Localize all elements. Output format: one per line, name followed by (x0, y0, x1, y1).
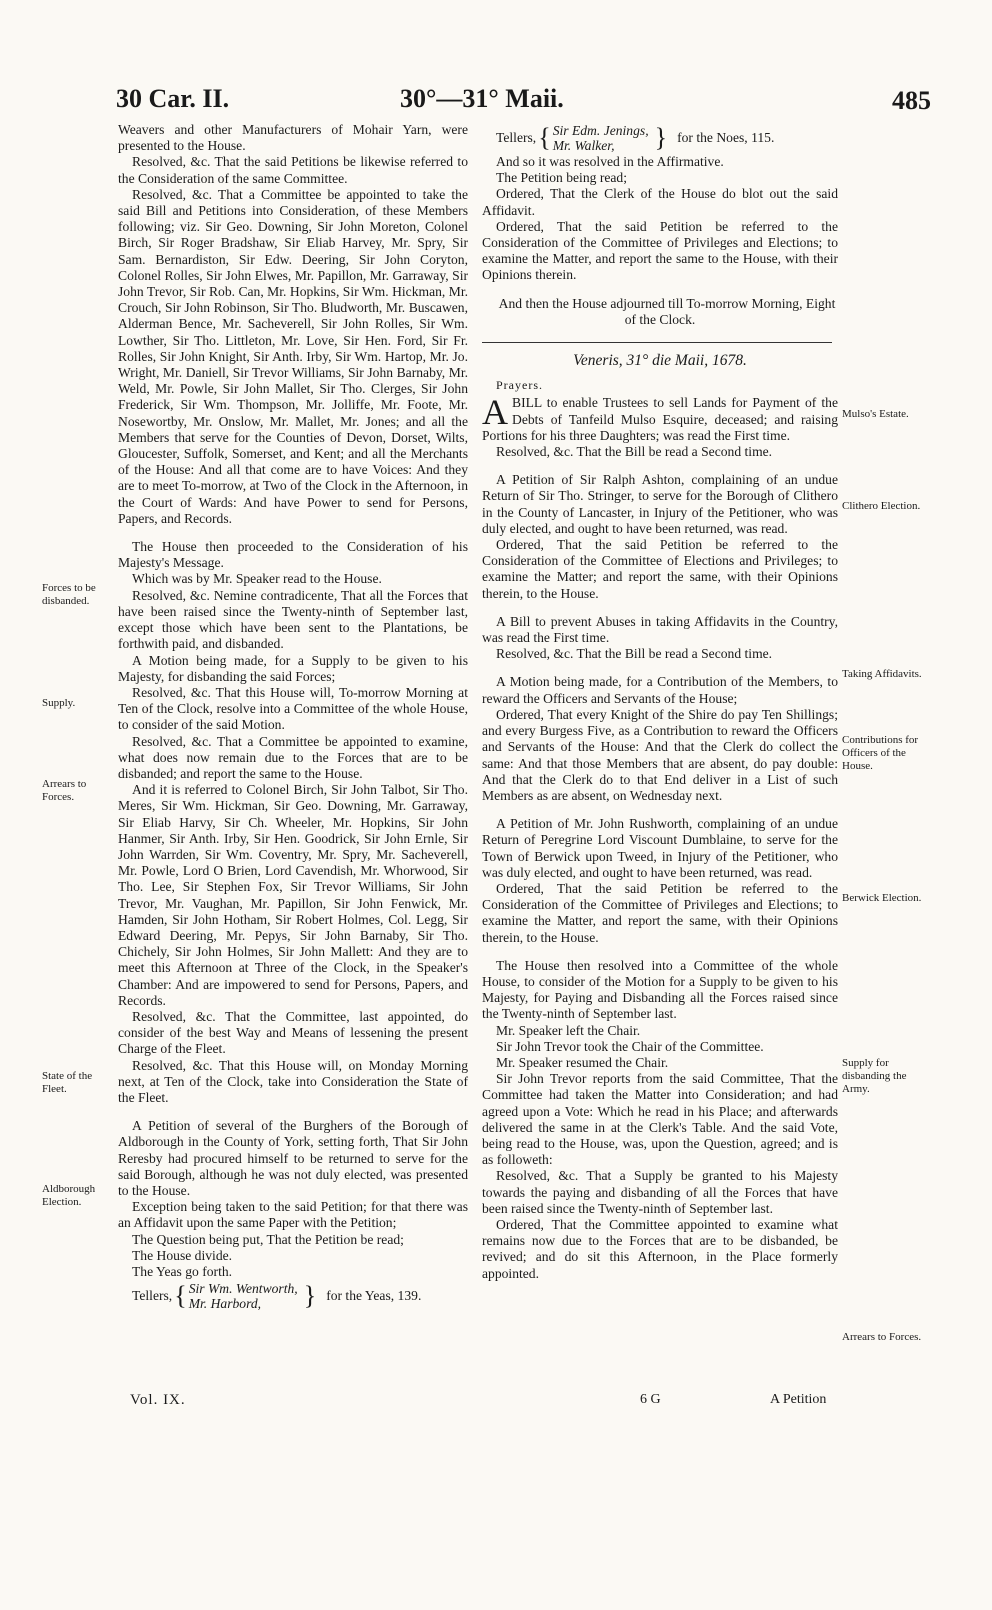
paragraph: A Petition of Mr. John Rushworth, complaining of an undue Return of Peregrine Lord Viscount Dumblaine, to serve for the Town of Berwick upon Tweed, in Injury of the Petitioner, who was duly elected, and ought to have been returned, was read. (482, 816, 838, 880)
margin-note: State of the Fleet. (42, 1070, 93, 1095)
right-column (482, 122, 838, 1282)
margin-note: Clithero Election. (842, 500, 921, 512)
teller-names (553, 123, 649, 153)
paragraph: ABILL to enable Trustees to sell Lands for Payment of the Debts of Tanfeild Mulso Esquire, deceased; and raising Portions for his three Daughters; was read the First time. (482, 392, 838, 443)
paragraph: The Yeas go forth. (132, 1264, 233, 1280)
vote-result: for the Yeas, 139. (326, 1288, 422, 1304)
margin-note: Arrears to Forces. (42, 778, 87, 803)
paragraph: Resolved, &c. Nemine contradicente, That all the Forces that have been raised since the Twenty-ninth of September last, except those which have been sent to the Plantations, be forthwith paid, and disbanded. (118, 587, 468, 652)
paragraph: Which was by Mr. Speaker read to the House. (132, 571, 382, 587)
paragraph: A Motion being made, for a Contribution of the Members, to reward the Officers and Servants of the House; (482, 674, 838, 706)
paragraph: Resolved, &c. That this House will, To-morrow Morning at Ten of the Clock, resolve into a Committee of the whole House, to consider of the said Motion. (118, 684, 468, 733)
paragraph: Ordered, That the said Petition be referred to the Consideration of the Committee of Elections and Privileges; to examine the Matter; and report the same, with their Opinions therein, to the House. (482, 537, 838, 601)
margin-note: Aldborough Election. (42, 1183, 96, 1208)
paragraph: And it is referred to Colonel Birch, Sir John Talbot, Sir Tho. Meres, Sir Wm. Hickman, Sir Geo. Downing, Mr. Garraway, Sir Eliab Harvy, Sir Ch. Wheeler, Mr. Hopkins, Sir John Hanmer, Sir Anth. Irby, Sir Hen. Goodrick, Sir John Ernle, Sir John Warrden, Sir Wm. Coventry, Mr. Spry, Mr. Sacheverell, Mr. Powle, Lord O Brien, Lord Cavendish, Mr. Whorwood, Sir Tho. Lee, Sir Stephen Fox, Sir Trevor Williams, Sir John Trevor, Mr. Vaughan, Mr. Papillon, Sir John Fenwick, Mr. Hamden, Sir John Hotham, Sir Robert Holmes, Col. Legg, Sir Edward Deering, Mr. Pepys, Sir John Barnaby, Sir Tho. Chichely, Sir John Holmes, Sir John Mallett: And they are to meet this Afternoon at Three of the Clock, in the Speaker's Chamber: And are impowered to send for Persons, Papers, and Records. (118, 782, 468, 1008)
paragraph: Resolved, &c. That a Committee be appointed to take the said Bill and Petitions into Consideration, of these Members following; viz. Sir Geo. Downing, Sir John Moreton, Colonel Birch, Sir Roger Bradshaw, Sir Eliab Harvey, Mr. Spry, Sir Sam. Bernardiston, Sir Edw. Deering, Sir John Coryton, Colonel Rolles, Sir John Elwes, Mr. Papillon, Mr. Garraway, Sir John Trevor, Sir Rob. Can, Mr. Hopkins, Sir Wm. Hickman, Mr. Crouch, Sir John Robinson, Sir Tho. Bludworth, Mr. Buscawen, Alderman Bence, Mr. Sacheverell, Sir John Rolles, Sir Wm. Lowther, Sir Tho. Littleton, Mr. Love, Sir Hen. Ford, Sir Fr. Rolles, Sir John Knight, Sir Anth. Irby, Sir Wm. Hartop, Mr. Jo. Wright, Mr. Daniell, Sir Trevor Williams, Sir John Barnaby, Mr. Weld, Mr. Powle, Sir John Mallet, Sir Tho. Clerges, Sir John Frederick, Sir Wm. Thompson, Mr. Jolliffe, Mr. Foote, Mr. Nosewortby, Mr. Onslow, Mr. Mallet, Mr. Jones; and all the Members that serve for the Counties of Devon, Dorset, Wilts, Gloucester, Suffolk, Somerset, and Kent; and all the Merchants of the House: And all that come are to have Voices: And they are to meet To-morrow, at Two of the Clock in the Afternoon, in the Court of Wards: And have Power to send for Persons, Papers, and Records. (118, 186, 468, 526)
paragraph: The House divide. (132, 1247, 233, 1263)
tellers-yeas (132, 1281, 468, 1311)
left-brace: { (538, 123, 551, 152)
paragraph: Resolved, &c. That the Bill be read a Second time. (496, 444, 773, 460)
right-brace: } (654, 123, 668, 152)
vote-result: for the Noes, 115. (677, 129, 775, 145)
margin-note: Contributions for Officers of the House. (842, 734, 919, 772)
right-brace: } (303, 1281, 317, 1311)
paragraph: The House then resolved into a Committee of the whole House, to consider of the Motion for a Supply to be given to his Majesty, for Paying and Disbanding all the Forces raised since the Twenty-ninth of September last. (482, 957, 838, 1022)
volume-number: Vol. IX. (130, 1392, 186, 1408)
paragraph: Ordered, That the Clerk of the House do blot out the said Affidavit. (482, 186, 838, 218)
catchword: A Petition (770, 1392, 827, 1407)
margin-note: Supply. (42, 697, 76, 709)
paragraph: Sir John Trevor reports from the said Committee, That the Committee had taken the Matter into Consideration; and had agreed upon a Vote: Which he read in his Place; and afterwards delivered the same in at the Clerk's Table. And the said Vote, being read to the House, was, upon the Question, agreed; and is as followeth: (482, 1071, 838, 1168)
adjournment: And then the House adjourned till To-morrow Morning, Eight of the Clock. (498, 295, 836, 327)
paragraph: Mr. Speaker left the Chair. (496, 1022, 641, 1038)
paragraph: Weavers and other Manufacturers of Mohair Yarn, were presented to the House. (118, 122, 468, 154)
tellers-label: Tellers, (496, 129, 537, 145)
left-column (118, 122, 468, 1312)
paragraph: Mr. Speaker resumed the Chair. (496, 1054, 669, 1070)
paragraph: Resolved, &c. That the said Petitions be likewise referred to the Consideration of the same Committee. (118, 154, 468, 186)
teller-name: Sir Edm. Jenings, (552, 123, 649, 138)
running-head-date: 30°—31° Maii. (400, 84, 564, 113)
teller-name: Sir Wm. Wentworth, (188, 1281, 298, 1297)
paragraph: A Motion being made, for a Supply to be given to his Majesty, for disbanding the said Forces; (118, 652, 468, 684)
teller-name: Mr. Walker, (552, 138, 615, 153)
margin-note: Taking Affidavits. (842, 668, 922, 680)
paragraph: The Question being put, That the Petition be read; (132, 1231, 404, 1247)
paragraph: Resolved, &c. That the Bill be read a Second time. (496, 646, 773, 662)
paragraph: Ordered, That the Committee appointed to examine what remains now due to the Forces that are to be disbanded, be revived; and do sit this Afternoon, in the Place formerly appointed. (482, 1216, 838, 1281)
paragraph: The House then proceeded to the Consideration of his Majesty's Message. (118, 539, 468, 571)
paragraph: Sir John Trevor took the Chair of the Committee. (496, 1038, 764, 1054)
paragraph: Exception being taken to the said Petition; for that there was an Affidavit upon the same Paper with the Petition; (118, 1199, 468, 1231)
paragraph: A Bill to prevent Abuses in taking Affidavits in the Country, was read the First time. (482, 613, 838, 646)
teller-name: Mr. Harbord, (188, 1296, 262, 1312)
margin-note: Berwick Election. (842, 892, 922, 904)
teller-names (189, 1281, 298, 1311)
drop-cap: A (482, 392, 508, 433)
left-brace: { (174, 1281, 187, 1311)
paragraph: Ordered, That the said Petition be referred to the Consideration of the Committee of Privileges and Elections; to examine the Matter, and report the same, with their Opinions therein, to the House. (482, 880, 838, 945)
paragraph: A Petition of Sir Ralph Ashton, complaining of an undue Return of Sir Tho. Stringer, to serve for the Borough of Clithero in the County of Lancaster, in Injury of the Petitioner, who was duly elected, and ought to have been returned, was read. (482, 472, 838, 536)
margin-note: Arrears to Forces. (842, 1331, 922, 1343)
page-number: 485 (892, 86, 931, 115)
paragraph: A Petition of several of the Burghers of the Borough of Aldborough in the County of York, setting forth, That Sir John Reresby had procured himself to be returned to serve for the said Borough, although he was not duly elected, was presented to the House. (118, 1118, 468, 1198)
paragraph: Ordered, That the said Petition be referred to the Consideration of the Committee of Privileges and Elections; to examine the Matter, and report the same to the House, with their Opinions therein. (482, 218, 838, 283)
paragraph: The Petition being read; (496, 170, 627, 186)
margin-note: Mulso's Estate. (842, 408, 909, 420)
paragraph: And so it was resolved in the Affirmative. (496, 154, 724, 169)
section-divider (482, 342, 832, 343)
paragraph: Resolved, &c. That a Committee be appointed to examine, what does now remain due to the Forces that are to be disbanded; and report the same to the House. (118, 733, 468, 781)
prayers-heading: Prayers. (496, 378, 543, 393)
paragraph: Ordered, That every Knight of the Shire do pay Ten Shillings; and every Burgess Five, as a Contribution to reward the Officers and Servants of the House: And that the Clerk do collect the same: And that those Members that are absent, do pay double: And that the Clerk do to that End deliver in a List of such Members as are absent, on Wednesday next. (482, 706, 838, 803)
tellers-label: Tellers, (132, 1288, 173, 1304)
paragraph: Resolved, &c. That a Supply be granted to his Majesty towards the paying and disbanding of all the Forces that have been raised since the Twenty-ninth of September last. (482, 1168, 838, 1216)
running-head-regnal-year: 30 Car. II. (116, 84, 230, 113)
margin-note: Forces to be disbanded. (42, 582, 96, 607)
paragraph: Resolved, &c. That this House will, on Monday Morning next, at Ten of the Clock, take into Consideration the State of the Fleet. (118, 1057, 468, 1105)
day-heading: Veneris, 31° die Maii, 1678. (573, 352, 747, 370)
tellers-noes (496, 123, 838, 153)
signature-mark: 6 G (640, 1392, 661, 1407)
paragraph: Resolved, &c. That the Committee, last appointed, do consider of the best Way and Means of lessening the present Charge of the Fleet. (118, 1008, 468, 1057)
margin-note: Supply for disbanding the Army. (842, 1057, 907, 1095)
